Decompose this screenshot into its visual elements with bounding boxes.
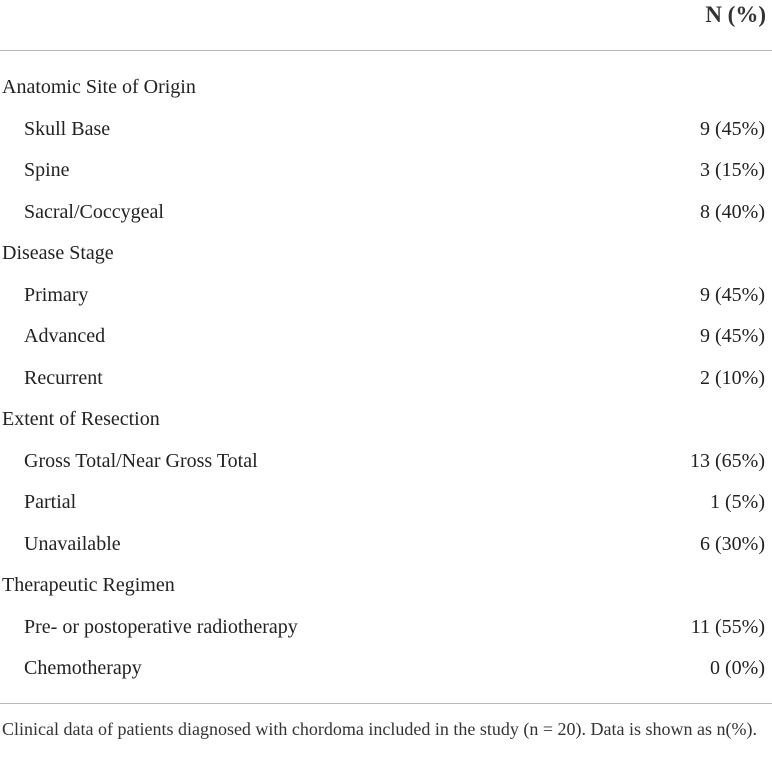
row-label: Chemotherapy: [24, 657, 142, 679]
row-value: 11 (55%): [690, 615, 765, 638]
row-label: Primary: [24, 283, 89, 306]
table-row: [0, 646, 772, 688]
header-rule: [0, 50, 772, 51]
row-value: 3 (15%): [700, 159, 765, 181]
row-value: 13 (65%): [690, 449, 765, 472]
table-row: [0, 605, 772, 647]
footer-rule: [0, 703, 772, 704]
row-label: Skull Base: [24, 117, 111, 140]
row-label: Advanced: [24, 325, 106, 347]
table-row: [0, 439, 772, 481]
section-heading: [0, 231, 772, 273]
section-heading: [0, 65, 772, 107]
row-value: 8 (40%): [700, 200, 765, 223]
row-value: 2 (10%): [700, 366, 765, 389]
row-value: 9 (45%): [700, 117, 765, 140]
row-value: 9 (45%): [700, 283, 765, 306]
row-label: Sacral/Coccygeal: [24, 200, 164, 223]
table-row: [0, 356, 772, 398]
column-header-n-percent: N (%): [705, 2, 766, 27]
table-row: [0, 480, 772, 522]
row-label: Spine: [24, 159, 70, 181]
table-row: [0, 107, 772, 149]
table-row: [0, 522, 772, 564]
table-body: [0, 65, 772, 688]
row-value: 0 (0%): [710, 657, 765, 679]
row-label: Unavailable: [24, 532, 121, 555]
row-label: Partial: [24, 491, 77, 513]
section-title: Disease Stage: [2, 242, 114, 264]
row-label: Recurrent: [24, 366, 103, 389]
section-heading: [0, 563, 772, 605]
table-header: [0, 0, 772, 50]
section-title: Anatomic Site of Origin: [2, 76, 196, 98]
table-row: [0, 190, 772, 232]
row-value: 1 (5%): [710, 491, 765, 513]
section-title: Therapeutic Regimen: [2, 574, 175, 596]
table-caption: Clinical data of patients diagnosed with chordoma included in the study (n = 20). Data is shown as n(%).: [2, 719, 757, 739]
table-row: [0, 148, 772, 190]
row-label: Pre- or postoperative radiotherapy: [24, 615, 298, 638]
section-heading: [0, 397, 772, 439]
row-label: Gross Total/Near Gross Total: [24, 449, 258, 472]
row-value: 6 (30%): [700, 532, 765, 555]
section-title: Extent of Resection: [2, 408, 160, 430]
table-row: [0, 314, 772, 356]
row-value: 9 (45%): [700, 325, 765, 347]
table-row: [0, 273, 772, 315]
